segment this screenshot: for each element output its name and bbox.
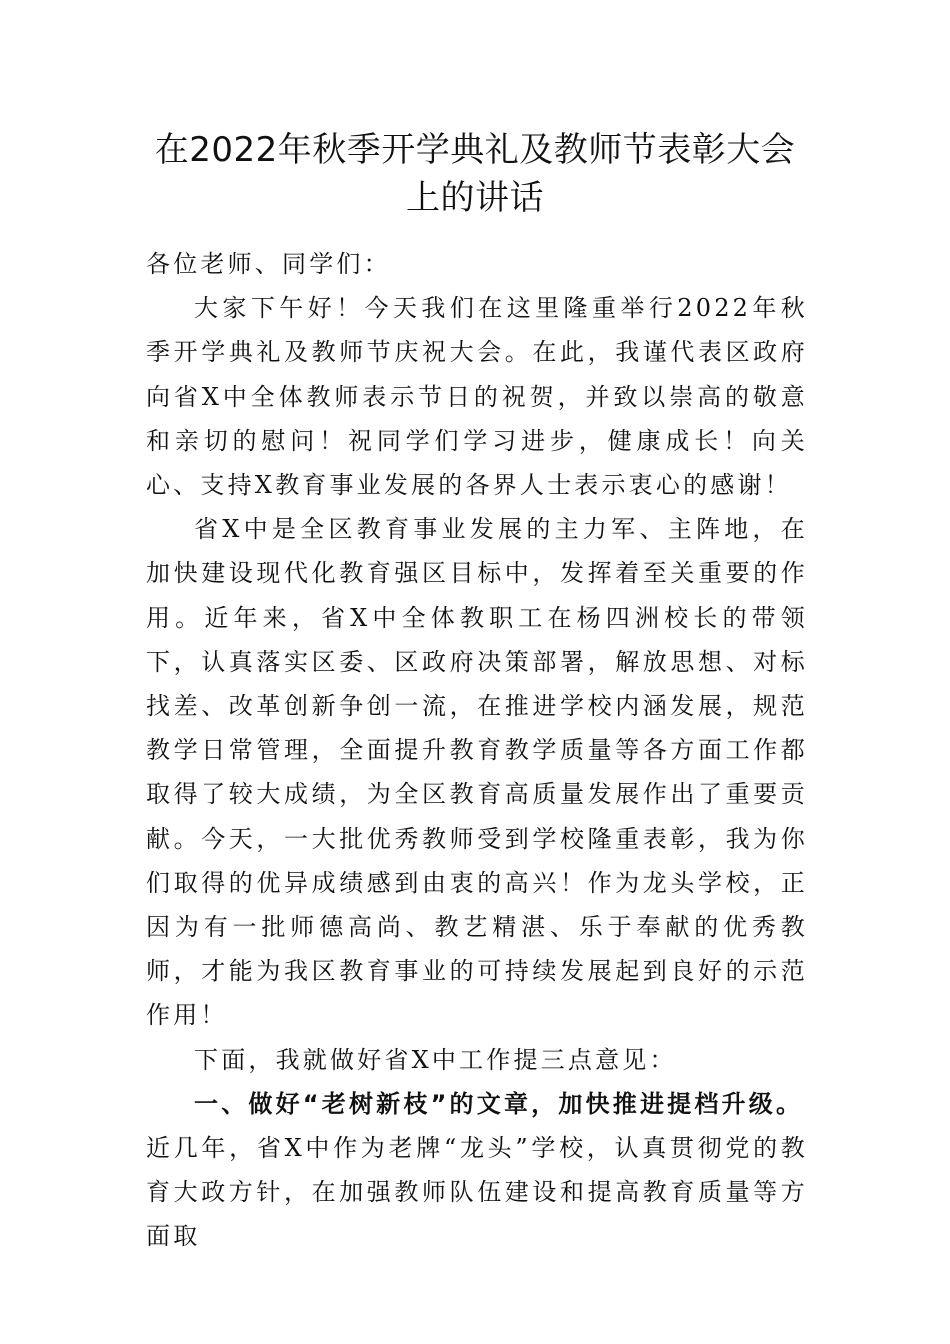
section-1-text: 近几年，省X中作为老牌“龙头”学校，认真贯彻党的教育大政方针，在加强教师队伍建设和提高教育质量等方面取 — [146, 1134, 808, 1251]
section-1-heading: 一、做好“老树新枝”的文章，加快推进提档升级。 — [194, 1089, 804, 1118]
salutation: 各位老师、同学们： — [146, 250, 391, 278]
paragraph-school-achievements: 省X中是全区教育事业发展的主力军、主阵地，在加快建设现代化教育强区目标中，发挥着至关重要的作用。近年来，省X中全体教职工在杨四洲校长的带领下，认真落实区委、区政府决策部署，解放思想、对标找差、改革创新争创一流，在推进学校内涵发展，规范教学日常管理，全面提升教育教学质量等各方面工作都取得了较大成绩，为全区教育高质量发展作出了重要贡献。今天，一大批优秀教师受到学校隆重表彰，我为你们取得的优异成绩感到由衷的高兴！作为龙头学校，正因为有一批师德高尚、教艺精湛、乐于奉献的优秀教师，才能为我区教育事业的可持续发展起到良好的示范作用！ — [146, 515, 808, 1030]
document-body — [146, 242, 808, 1259]
paragraph-greeting: 大家下午好！今天我们在这里隆重举行2022年秋季开学典礼及教师节庆祝大会。在此，我谨代表区政府向省X中全体教师表示节日的祝贺，并致以崇高的敬意和亲切的慰问！祝同学们学习进步，健康成长！向关心、支持X教育事业发展的各界人士表示衷心的感谢！ — [146, 294, 808, 500]
title-line-2: 上的讲话 — [406, 178, 544, 218]
paragraph-opinions-intro: 下面，我就做好省X中工作提三点意见： — [194, 1045, 677, 1074]
title-line-1: 在2022年秋季开学典礼及教师节表彰大会 — [154, 130, 796, 170]
document-title — [120, 126, 830, 222]
